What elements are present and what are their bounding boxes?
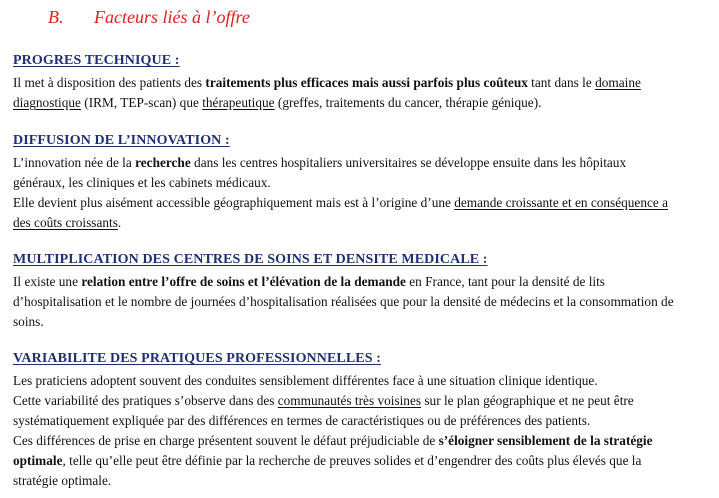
section-heading: [48, 7, 250, 28]
text-line: optimale, telle qu’elle peut être définie par la recherche de preuves solides et d’engendrer des coûts plus élevés que la: [13, 453, 642, 468]
text-line: des coûts croissants.: [13, 215, 122, 230]
heading-number: B.: [48, 7, 64, 27]
text-line: Cette variabilité des pratiques s’observe dans des communautés très voisines sur le plan géographique et ne peut être: [13, 393, 634, 408]
paragraph-diffusion-innovation: [13, 153, 709, 233]
text-line: Il existe une relation entre l’offre de soins et l’élévation de la demande en France, tant pour la densité de lits: [13, 274, 605, 289]
paragraph-variabilite-pratiques: [13, 371, 709, 491]
text-line: Les praticiens adoptent souvent des conduites sensiblement différentes face à une situation clinique identique.: [13, 373, 598, 388]
section-title-variabilite-pratiques: VARIABILITE DES PRATIQUES PROFESSIONNELLES :: [13, 351, 381, 366]
text-line: d’hospitalisation et le nombre de journées d’hospitalisation réalisées que pour la densité de médecins et la consommation de: [13, 294, 674, 309]
text-line: soins.: [13, 314, 44, 329]
text-line: Ces différences de prise en charge présentent souvent le défaut préjudiciable de s’éloigner sensiblement de la stratégie: [13, 433, 653, 448]
heading-title: Facteurs liés à l’offre: [94, 7, 250, 27]
paragraph-multiplication-centres: [13, 272, 709, 332]
text-line: Il met à disposition des patients des traitements plus efficaces mais aussi parfois plus coûteux tant dans le domaine: [13, 75, 641, 90]
text-line: systématiquement expliquée par des différences en termes de caractéristiques ou de préférences des patients.: [13, 413, 591, 428]
section-title-progres-technique: PROGRES TECHNIQUE :: [13, 53, 180, 68]
text-line: L’innovation née de la recherche dans les centres hospitaliers universitaires se développe ensuite dans les hôpitaux: [13, 155, 627, 170]
section-title-multiplication-centres: MULTIPLICATION DES CENTRES DE SOINS ET DENSITE MEDICALE :: [13, 252, 488, 267]
text-line: Elle devient plus aisément accessible géographiquement mais est à l’origine d’une demande croissante et en conséquence a: [13, 195, 669, 210]
text-line: diagnostique (IRM, TEP-scan) que thérapeutique (greffes, traitements du cancer, thérapie génique).: [13, 95, 542, 110]
section-title-diffusion-innovation: DIFFUSION DE L’INNOVATION :: [13, 133, 230, 148]
text-line: généraux, les cliniques et les cabinets médicaux.: [13, 175, 271, 190]
text-line: stratégie optimale.: [13, 473, 112, 488]
paragraph-progres-technique: [13, 73, 709, 113]
